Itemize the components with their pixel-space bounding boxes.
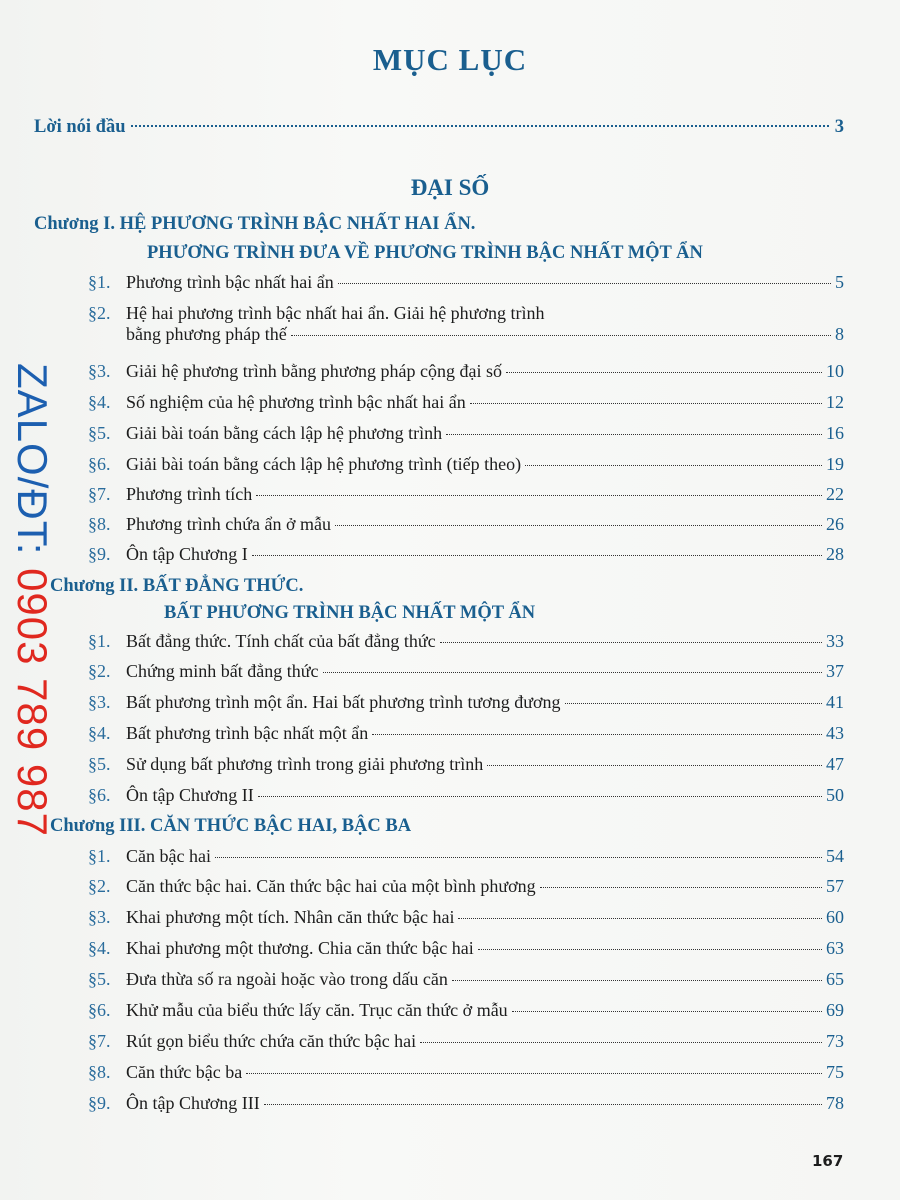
section-title: Căn thức bậc hai. Căn thức bậc hai của một bình phương [126, 876, 536, 896]
watermark-prefix: ZALO/ĐT: [9, 363, 56, 569]
dot-leader [478, 949, 822, 950]
dot-leader [131, 125, 828, 127]
section-title-continued [126, 324, 844, 345]
toc-entry [88, 423, 844, 444]
section-page: 60 [826, 907, 844, 927]
section-page: 37 [826, 661, 844, 681]
dot-leader [487, 765, 822, 766]
section-page: 5 [835, 272, 844, 292]
chapter-heading-2 [50, 576, 303, 597]
section-page: 33 [826, 631, 844, 651]
section-number: §1. [88, 272, 111, 292]
part-heading: ĐẠI SỐ [410, 175, 490, 200]
dot-leader [458, 918, 822, 919]
section-title: Giải bài toán bằng cách lập hệ phương trình [126, 423, 443, 443]
chapter-prefix: Chương I. [34, 214, 115, 234]
toc-entry [88, 1093, 844, 1114]
dot-leader [372, 734, 822, 735]
section-title: Phương trình bậc nhất hai ẩn [126, 272, 334, 292]
section-page: 41 [826, 692, 844, 712]
section-page: 43 [826, 723, 844, 743]
dot-leader [420, 1042, 822, 1043]
dot-leader [252, 555, 822, 556]
section-page: 75 [826, 1062, 844, 1082]
section-title: Bất đẳng thức. Tính chất của bất đẳng thức [126, 631, 436, 651]
toc-entry [88, 1031, 844, 1052]
section-page: 22 [826, 484, 844, 504]
section-title: Căn bậc hai [126, 846, 211, 866]
chapter-heading-1-line2: PHƯƠNG TRÌNH ĐƯA VỀ PHƯƠNG TRÌNH BẬC NHẤT MỘT ẨN [147, 243, 703, 263]
section-page: 78 [826, 1093, 844, 1113]
section-number: §9. [88, 1093, 111, 1113]
section-title-line2: bằng phương pháp thế [126, 324, 287, 344]
dot-leader [338, 283, 831, 284]
chapter-heading-3 [50, 816, 411, 837]
section-page: 8 [835, 324, 844, 344]
toc-entry [88, 907, 844, 928]
section-page: 50 [826, 785, 844, 805]
section-title: Sử dụng bất phương trình trong giải phương trình [126, 754, 484, 774]
chapter-heading-2-line2: BẤT PHƯƠNG TRÌNH BẬC NHẤT MỘT ẨN [164, 603, 536, 623]
section-number: §5. [88, 969, 111, 989]
toc-entry [88, 1000, 844, 1021]
section-number: §5. [88, 423, 111, 443]
toc-entry [88, 454, 844, 475]
toc-entry [88, 969, 844, 990]
section-number: §2. [88, 661, 111, 681]
section-number: §6. [88, 785, 111, 805]
toc-entry [88, 692, 844, 713]
section-number: §6. [88, 454, 111, 474]
section-number: §2. [88, 303, 111, 323]
section-title: Phương trình chứa ẩn ở mẫu [126, 514, 332, 534]
toc-entry [88, 514, 844, 535]
toc-entry [88, 785, 844, 806]
toc-entry [88, 754, 844, 775]
section-title: Hệ hai phương trình bậc nhất hai ẩn. Giải hệ phương trình [126, 303, 545, 323]
dot-leader [323, 672, 823, 673]
section-title: Số nghiệm của hệ phương trình bậc nhất hai ẩn [126, 392, 466, 412]
toc-entry [88, 484, 844, 505]
section-number: §3. [88, 907, 111, 927]
section-title: Giải bài toán bằng cách lập hệ phương trình (tiếp theo) [126, 454, 522, 474]
section-title: Chứng minh bất đẳng thức [126, 661, 319, 681]
section-title: Phương trình tích [126, 484, 253, 504]
dot-leader [264, 1104, 822, 1105]
dot-leader [565, 703, 822, 704]
page-title: MỤC LỤC [372, 42, 528, 77]
chapter-title-line1: CĂN THỨC BẬC HAI, BẬC BA [150, 816, 412, 836]
section-number: §8. [88, 514, 111, 534]
toc-entry [88, 631, 844, 652]
section-page: 28 [826, 544, 844, 564]
section-number: §2. [88, 876, 111, 896]
section-title: Khai phương một thương. Chia căn thức bậc hai [126, 938, 474, 958]
section-page: 54 [826, 846, 844, 866]
section-page: 57 [826, 876, 844, 896]
section-number: §5. [88, 754, 111, 774]
section-number: §8. [88, 1062, 111, 1082]
section-body [126, 303, 844, 345]
section-number: §4. [88, 723, 111, 743]
chapter-title-line1: HỆ PHƯƠNG TRÌNH BẬC NHẤT HAI ẨN. [119, 214, 476, 234]
toc-entry [88, 938, 844, 959]
section-title: Ôn tập Chương I [126, 544, 248, 564]
toc-entry [88, 544, 844, 565]
toc-entry [88, 846, 844, 867]
dot-leader [246, 1073, 822, 1074]
section-title: Đưa thừa số ra ngoài hoặc vào trong dấu căn [126, 969, 448, 989]
dot-leader [446, 434, 822, 435]
section-title: Giải hệ phương trình bằng phương pháp cộng đại số [126, 361, 502, 381]
page-number: 167 [812, 1152, 844, 1170]
dot-leader [215, 857, 822, 858]
section-page: 19 [826, 454, 844, 474]
intro-page: 3 [834, 117, 844, 137]
section-number: §1. [88, 846, 111, 866]
section-page: 10 [826, 361, 844, 381]
section-page: 47 [826, 754, 844, 774]
dot-leader [525, 465, 822, 466]
intro-label: Lời nói đầu [34, 117, 126, 137]
toc-intro-entry [34, 117, 844, 138]
toc-entry [88, 876, 844, 897]
section-number: §6. [88, 1000, 111, 1020]
section-number: §4. [88, 392, 111, 412]
toc-entry [88, 723, 844, 744]
toc-entry [88, 392, 844, 413]
toc-entry [88, 303, 844, 345]
section-page: 73 [826, 1031, 844, 1051]
dot-leader [440, 642, 822, 643]
section-page: 12 [826, 392, 844, 412]
dot-leader [506, 372, 822, 373]
section-page: 26 [826, 514, 844, 534]
dot-leader [452, 980, 822, 981]
chapter-prefix: Chương II. [50, 576, 139, 596]
section-number: §7. [88, 484, 111, 504]
toc-entry [88, 272, 844, 293]
toc-entry [88, 1062, 844, 1083]
dot-leader [291, 335, 831, 336]
section-number: §7. [88, 1031, 111, 1051]
section-title: Bất phương trình một ẩn. Hai bất phương trình tương đương [126, 692, 561, 712]
contact-watermark [6, 300, 58, 900]
dot-leader [256, 495, 822, 496]
section-number: §3. [88, 692, 111, 712]
watermark-text [8, 363, 56, 837]
section-title: Rút gọn biểu thức chứa căn thức bậc hai [126, 1031, 417, 1051]
chapter-heading-1 [34, 214, 475, 235]
section-title: Bất phương trình bậc nhất một ẩn [126, 723, 369, 743]
section-title: Khai phương một tích. Nhân căn thức bậc hai [126, 907, 455, 927]
dot-leader [512, 1011, 822, 1012]
section-number: §3. [88, 361, 111, 381]
section-title: Ôn tập Chương II [126, 785, 254, 805]
section-page: 65 [826, 969, 844, 989]
watermark-phone: 0903 789 987 [9, 568, 56, 837]
chapter-prefix: Chương III. [50, 816, 146, 836]
section-page: 16 [826, 423, 844, 443]
section-number: §9. [88, 544, 111, 564]
section-number: §1. [88, 631, 111, 651]
section-page: 69 [826, 1000, 844, 1020]
dot-leader [258, 796, 822, 797]
toc-entry [88, 661, 844, 682]
chapter-title-line1: BẤT ĐẲNG THỨC. [142, 576, 304, 596]
section-number: §4. [88, 938, 111, 958]
dot-leader [540, 887, 822, 888]
dot-leader [335, 525, 822, 526]
section-page: 63 [826, 938, 844, 958]
toc-entry [88, 361, 844, 382]
dot-leader [470, 403, 822, 404]
section-title: Căn thức bậc ba [126, 1062, 243, 1082]
section-title: Khử mẫu của biểu thức lấy căn. Trục căn thức ở mẫu [126, 1000, 508, 1020]
section-title: Ôn tập Chương III [126, 1093, 260, 1113]
